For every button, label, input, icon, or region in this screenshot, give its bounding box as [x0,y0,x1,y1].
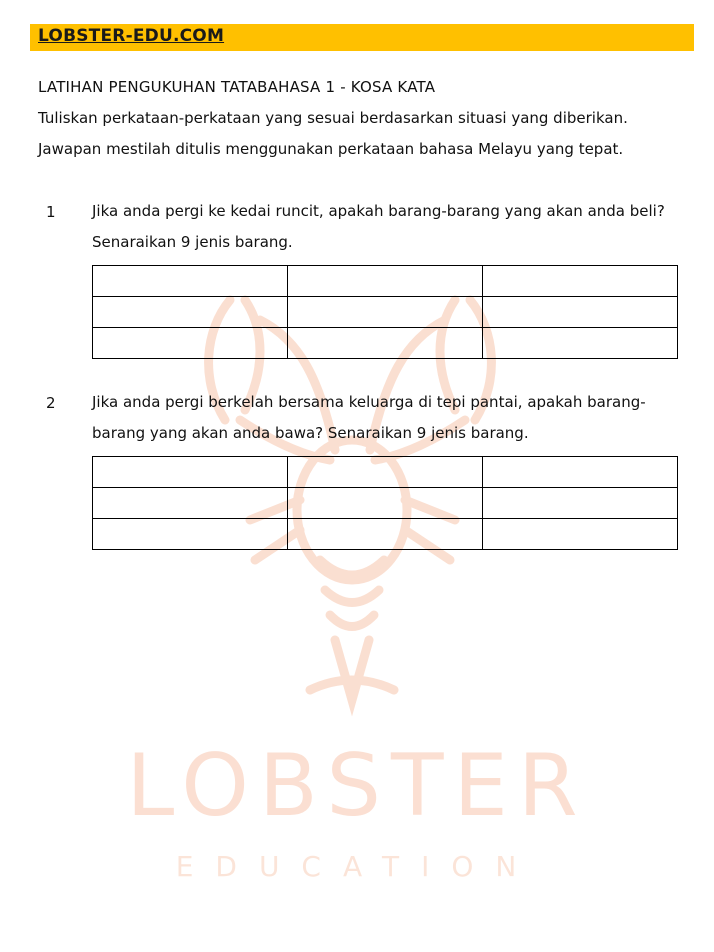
answer-cell[interactable] [93,297,288,328]
question-2-answer-table [92,456,678,550]
answer-cell[interactable] [288,328,483,359]
answer-cell[interactable] [483,266,678,297]
worksheet-instructions: Tuliskan perkataan-perkataan yang sesuai berdasarkan situasi yang diberikan. Jawapan mestilah ditulis menggunakan perkataan bahasa Melayu yang tepat. [38,109,628,158]
question-2-text: Jika anda pergi berkelah bersama keluarga di tepi pantai, apakah barang-barang yang akan anda bawa? Senaraikan 9 jenis barang. [92,393,646,442]
answer-cell[interactable] [93,488,288,519]
answer-cell[interactable] [93,266,288,297]
site-name-link[interactable]: LOBSTER-EDU.COM [38,26,225,46]
answer-cell[interactable] [288,519,483,550]
answer-cell[interactable] [483,488,678,519]
answer-cell[interactable] [93,328,288,359]
answer-cell[interactable] [288,457,483,488]
question-2-number: 2 [46,394,56,412]
watermark-sub: EDUCATION [175,850,539,883]
worksheet-title: LATIHAN PENGUKUHAN TATABAHASA 1 - KOSA KATA [38,78,436,96]
answer-cell[interactable] [483,519,678,550]
question-1-answer-table [92,265,678,359]
header-bar [30,24,694,51]
watermark-brand: LOBSTER [126,736,588,836]
answer-cell[interactable] [483,297,678,328]
answer-cell[interactable] [93,457,288,488]
question-1-text: Jika anda pergi ke kedai runcit, apakah barang-barang yang akan anda beli? Senaraikan 9 jenis barang. [92,202,665,251]
question-1-number: 1 [46,203,56,221]
answer-cell[interactable] [483,457,678,488]
answer-cell[interactable] [483,328,678,359]
answer-cell[interactable] [93,519,288,550]
answer-cell[interactable] [288,488,483,519]
answer-cell[interactable] [288,297,483,328]
answer-cell[interactable] [288,266,483,297]
